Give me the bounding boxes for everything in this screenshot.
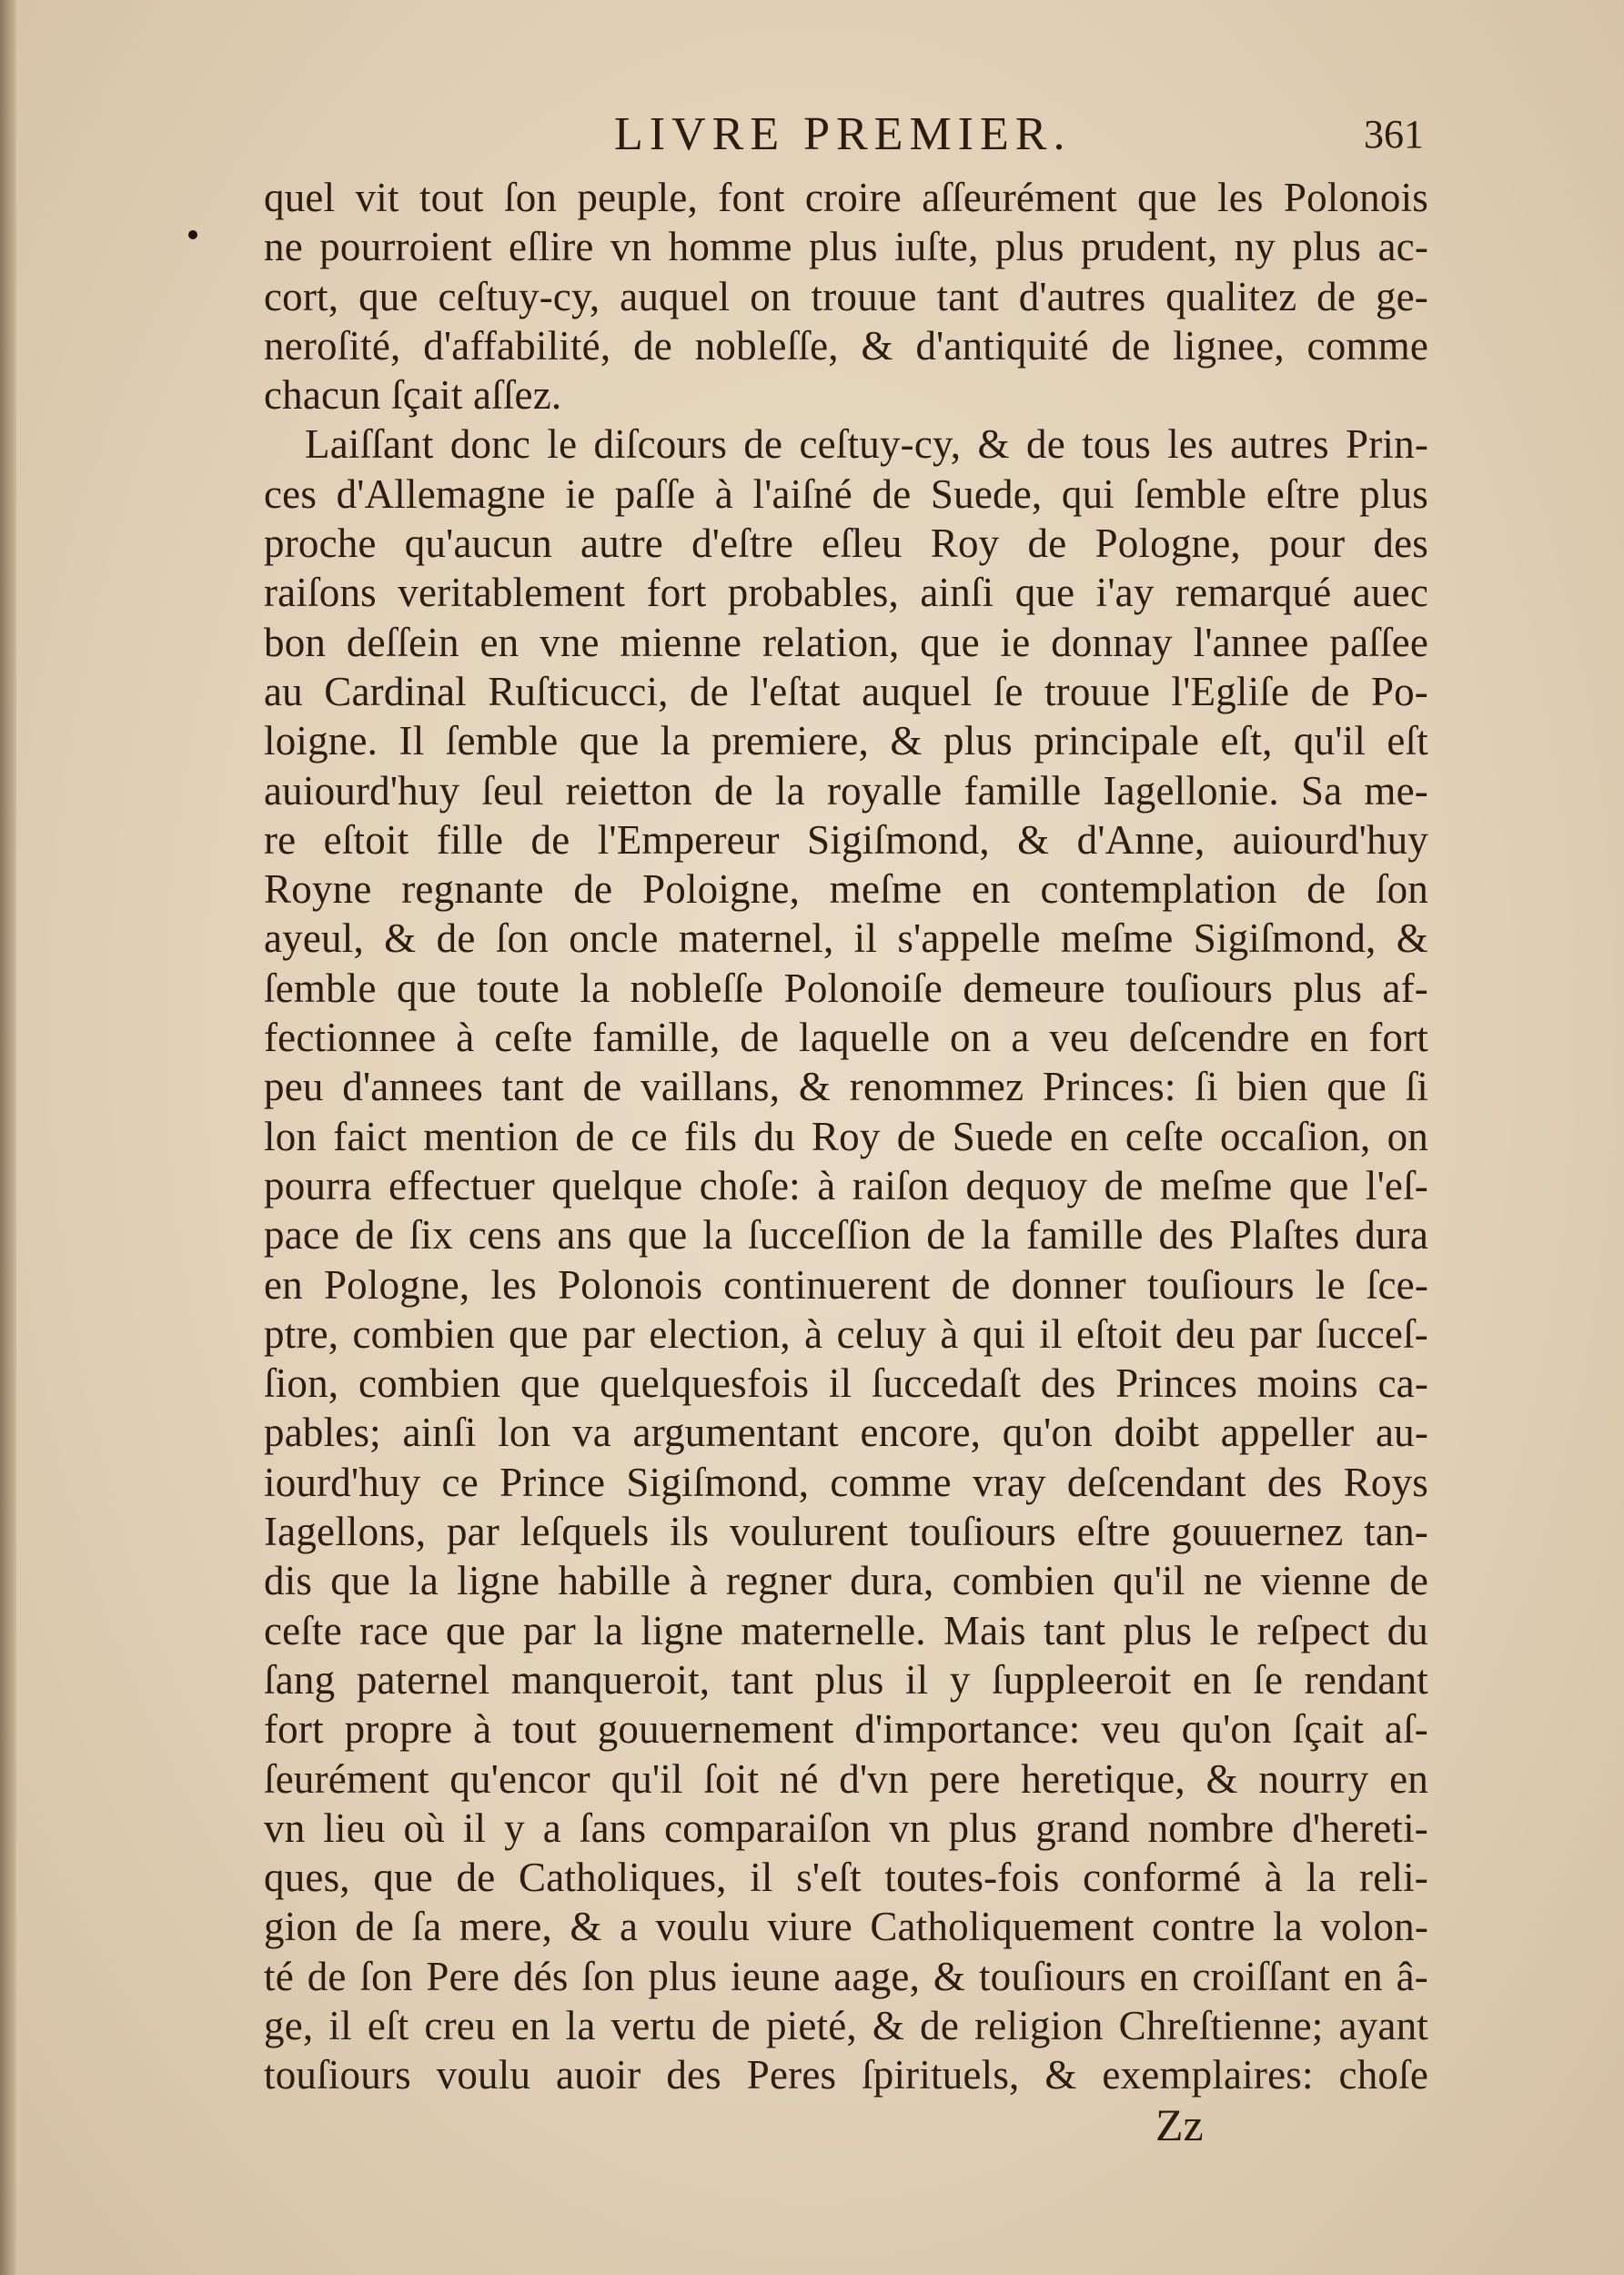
text-line: bon deſſein en vne mienne relation, que ie donnay l'annee paſſee <box>264 619 1428 665</box>
text-line: lon faict mention de ce fils du Roy de Suede en ceſte occaſion, on <box>264 1113 1428 1159</box>
text-line: ſang paternel manqueroit, tant plus il y ſuppleeroit en ſe rendant <box>264 1656 1428 1703</box>
text-line: fort propre à tout gouuernement d'importance: veu qu'on ſçait aſ- <box>264 1706 1428 1753</box>
text-line: neroſité, d'affabilité, de nobleſſe, & d'antiquité de lignee, comme <box>264 322 1428 369</box>
text-line: touſiours voulu auoir des Peres ſpirituels, & exemplaires: choſe <box>264 2052 1428 2098</box>
text-line: ſion, combien que quelquesfois il ſuccedaſt des Princes moins ca- <box>264 1360 1428 1407</box>
text-line: re eſtoit fille de l'Empereur Sigiſmond, & d'Anne, auiourd'huy <box>264 816 1428 863</box>
running-title: LIVRE PREMIER. <box>614 108 1072 160</box>
text-line: ces d'Allemagne ie paſſe à l'aiſné de Suede, qui ſemble eſtre plus <box>264 470 1428 517</box>
text-line: dis que la ligne habille à regner dura, combien qu'il ne vienne de <box>264 1558 1428 1604</box>
text-line: peu d'annees tant de vaillans, & renommez Princes: ſi bien que ſi <box>264 1064 1428 1110</box>
page-binding-edge <box>0 0 16 2275</box>
text-line: pace de ſix cens ans que la ſucceſſion de la famille des Plaſtes dura <box>264 1212 1428 1259</box>
text-line: Royne regnante de Poloigne, meſme en contemplation de ſon <box>264 866 1428 913</box>
text-line: pourra effectuer quelque choſe: à raiſon dequoy de meſme que l'eſ- <box>264 1162 1428 1208</box>
body-text <box>264 173 1428 2100</box>
text-line: quel vit tout ſon peuple, font croire aſſeurément que les Polonois <box>264 175 1428 220</box>
text-line: loigne. Il ſemble que la premiere, & plus principale eſt, qu'il eſt <box>264 718 1428 764</box>
text-line: ne pourroient eſlire vn homme plus iuſte, plus prudent, ny plus ac- <box>264 224 1428 270</box>
text-line: ques, que de Catholiques, il s'eſt toutes-fois conformé à la reli- <box>264 1855 1428 1901</box>
ink-spot <box>188 230 197 239</box>
text-line: gion de ſa mere, & a voulu viure Catholiquement contre la volon- <box>264 1904 1428 1950</box>
text-line: fectionnee à ceſte famille, de laquelle on a veu deſcendre en fort <box>264 1015 1428 1061</box>
text-line: té de ſon Pere dés ſon plus ieune aage, & touſiours en croiſſant en â- <box>264 1953 1428 1999</box>
text-line: vn lieu où il y a ſans comparaiſon vn plus grand nombre d'hereti- <box>264 1805 1428 1851</box>
catchword: Zz <box>1155 2099 1204 2150</box>
text-line: auiourd'huy ſeul reietton de la royalle famille Iagellonie. Sa me- <box>264 767 1428 814</box>
text-line: ſeurément qu'encor qu'il ſoit né d'vn pere heretique, & nourry en <box>264 1755 1428 1802</box>
text-line: Laiſſant donc le diſcours de ceſtuy-cy, & de tous les autres Prin- <box>305 421 1428 468</box>
text-line: ayeul, & de ſon oncle maternel, il s'appelle meſme Sigiſmond, & <box>264 915 1428 962</box>
text-line: Iagellons, par leſquels ils voulurent touſiours eſtre gouuernez tan- <box>264 1509 1428 1555</box>
text-line: ſemble que toute la nobleſſe Polonoiſe demeure touſiours plus af- <box>264 965 1428 1011</box>
text-line: au Cardinal Ruſticucci, de l'eſtat auquel ſe trouue l'Egliſe de Po- <box>264 668 1428 714</box>
text-line: ptre, combien que par election, à celuy à qui il eſtoit deu par ſucceſ- <box>264 1310 1428 1357</box>
text-line: pables; ainſi lon va argumentant encore, qu'on doibt appeller au- <box>264 1410 1428 1456</box>
text-line: ge, il eſt creu en la vertu de pieté, & de religion Chreſtienne; ayant <box>264 2002 1428 2048</box>
text-line: raiſons veritablement fort probables, ainſi que i'ay remarqué auec <box>264 570 1428 616</box>
text-line: ceſte race que par la ligne maternelle. Mais tant plus le reſpect du <box>264 1607 1428 1653</box>
text-line: chacun ſçait aſſez. <box>264 372 562 419</box>
text-line: en Pologne, les Polonois continuerent de donner touſiours le ſce- <box>264 1261 1428 1308</box>
running-head <box>196 107 1424 162</box>
page-number: 361 <box>1364 112 1424 157</box>
text-line: iourd'huy ce Prince Sigiſmond, comme vray deſcendant des Roys <box>264 1459 1428 1505</box>
text-line: cort, que ceſtuy-cy, auquel on trouue tant d'autres qualitez de ge- <box>264 273 1428 319</box>
text-line: proche qu'aucun autre d'eſtre eſleu Roy de Pologne, pour des <box>264 521 1428 567</box>
